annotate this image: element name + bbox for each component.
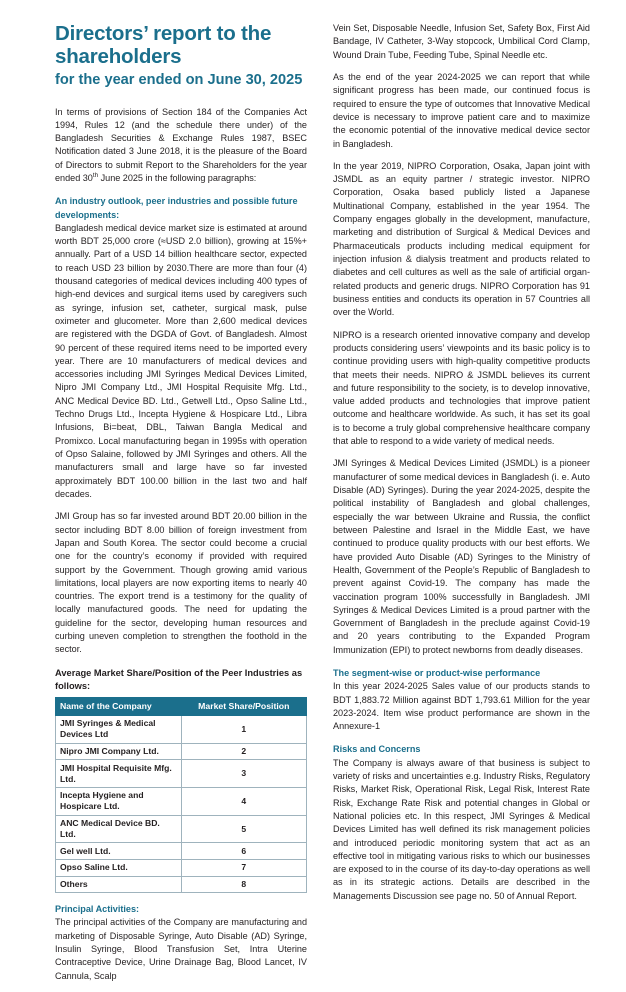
paragraph-year-end-report: As the end of the year 2024-2025 we can report that while significant progress has been made, our continued focus is required to ensure the type of outcomes that Innovative Medical device is necessary to improve patient care and to maximize the economic potential of the innovative medical device sector in Bangladesh.	[333, 71, 590, 149]
table-row	[56, 716, 307, 744]
cell-company-name: Gel well Ltd.	[56, 843, 182, 860]
right-column	[333, 22, 590, 912]
intro-text-part-2: June 2025 in the following paragraphs:	[98, 173, 257, 184]
cell-market-position: 6	[181, 843, 307, 860]
table-row	[56, 860, 307, 877]
paragraph-products-continued: Vein Set, Disposable Needle, Infusion Set, Safety Box, First Aid Bandage, IV Catheter, 3-Way stopcock, Umbilical Cord Clamp, Wound Drain Tube, Feeding Tube, Spinal Needle etc.	[333, 23, 590, 60]
paragraph-segment-performance: In this year 2024-2025 Sales value of our products stands to BDT 1,883.72 Million against BDT 1,793.61 Million for the year 2023-2024. Item wise product performance are shown in the Annexure-1	[333, 681, 590, 732]
table-caption: Average Market Share/Position of the Peer Industries as follows:	[55, 667, 303, 691]
cell-market-position: 3	[181, 760, 307, 788]
page-title	[55, 22, 307, 69]
paragraph-nipro-research: NIPRO is a research oriented innovative company and develop products considering users’ viewpoints and its basic policy is to continue providing users with high-quality competitive products that meets their needs. NIPRO & JSMDL believes its current and future responsibility to the society, is to develop innovative, value added products and technologies that improve patient outcome and healthcare worldwide. As such, it has set its goal is to become a truly global comprehensive healthcare company that able to respond to a wide variety of medical needs.	[333, 329, 590, 447]
heading-segment-performance: The segment-wise or product-wise performance	[333, 668, 541, 679]
paragraph-jsmdl-pioneer: JMI Syringes & Medical Devices Limited (JSMDL) is a pioneer manufacturer of some medical devices in Bangladesh (i. e. Auto Disable (AD) Syringes). During the year 2024-2025, despite the political instability of Bangladesh and global challenges, especially the war between Ukraine and Russia, the conflict between Palestine and Israel in the Middle East, we have continued to produce quality products with our best efforts. We have provided Auto Disable (AD) Syringes to the Ministry of Health, Government of the People’s Republic of Bangladesh to prevent against Covid-19. The company has made the vaccination program 100% successfully in Bangladesh. JMI Syringes & Medical Devices Limited is a proud partner with the Government of Bangladesh in the preclude against Covid-19 and 20 years contributing to the Expanded Program Immunization (EPI) to protect newborns from deadly diseases.	[333, 458, 590, 655]
ordinal-suffix: th	[92, 172, 99, 180]
column-header-company: Name of the Company	[56, 697, 182, 715]
cell-market-position: 7	[181, 860, 307, 877]
cell-market-position: 1	[181, 716, 307, 744]
paragraph-jmi-group-investment: JMI Group has so far invested around BDT 20.00 billion in the sector including BDT 8.00 billion of foreign investment from Japan and South Korea. The sector could become a crucial one for the country’s economy if provided with required support by the Government. Though growing amid various limitations, local players are now exporting items to nearly 40 countries. The export trend is a testimony for the quality of locally manufactured goods. The need for updating the guideline for the sector, developing human resources and curbing uneven completion to strengthen the foothold in the sector.	[55, 511, 307, 655]
intro-text-part-1: In terms of provisions of Section 184 of the Companies Act 1994, Rules 12 (and the schedule there under) of the Bangladesh Securities & Exchange Rules 1987, BSEC Notification dated 3 June 2018, it is the pleasure of the Board of Directors to submit Report to the Shareholders for the year ended 30	[55, 106, 307, 184]
heading-industry-outlook-line-2: developments:	[55, 209, 120, 220]
column-header-market-share: Market Share/Position	[181, 697, 307, 715]
paragraph-intro	[55, 106, 307, 186]
page-subtitle: for the year ended on June 30, 2025	[55, 71, 303, 88]
paragraph-nipro-joint-venture: In the year 2019, NIPRO Corporation, Osaka, Japan joint with JSMDL as an equity partner / strategic investor. NIPRO Corporation, Osaka based publicly listed a Japanese Multinational Company, established in the year 1954. The Company engages globally in the development, manufacture, marketing and distribution of Surgical & Medical Devices and Pharmaceuticals products including medical equipment for injection infusion & dialysis treatment and products related to diabetes and cell cultures as well as the sale of artificial organ-related products and generic drugs. NIPRO Corporation has 91 business entities and conducts its operation in 57 Countries all over the World.	[333, 160, 590, 318]
table-body	[56, 716, 307, 893]
peer-industries-table	[55, 697, 307, 893]
heading-industry-outlook	[55, 195, 307, 221]
paragraph-market-size: Bangladesh medical device market size is estimated at around worth BDT 25,000 crore (≈USD 2.0 billion), growing at 15%+ annually. Part of a USD 14 billion healthcare sector, expected to reach USD 23 billion by 2030.There are more than four (4) thousand categories of medical devices including 400 types of high-end devices and surgical items used by caregivers such as syringe, infusion set, catheter, surgical mask, pulse oximeter and glucometer. More than 2,600 medical devices are registered with the DGDA of Govt. of Bangladesh. Almost 90 percent of these required items need to be imported every year. There are 10 manufacturers of medical devices and accessories including JMI Syringes Medical Devices Limited, Nipro JMI Company Ltd., JMI Hospital Requisite Mfg. Ltd., ANC Medical Device BD. Ltd., Getwell Ltd., Opso Saline Ltd., Techno Drugs Ltd., Incepta Hygiene & Hospicare Ltd., Libra Infusions, Bi=beat, DBL, Taiwan Bangla Medical and Promixco. Local manufacturing began in 1995s with operation of Opso Salaine, followed by JMI Syringes and others. All the manufacturers small and large have so far invested approximately BDT 100.00 billion in the last two and half decades.	[55, 222, 307, 499]
page-title-line-1: Directors’ report to the	[55, 22, 272, 45]
table-row	[56, 815, 307, 843]
table-row	[56, 876, 307, 893]
cell-company-name: JMI Hospital Requisite Mfg. Ltd.	[56, 760, 182, 788]
cell-market-position: 4	[181, 788, 307, 816]
table-header-row	[56, 697, 307, 715]
table-row	[56, 843, 307, 860]
paragraph-principal-activities: The principal activities of the Company are manufacturing and marketing of Disposable Syringe, Auto Disable (AD) Syringe, Insulin Syringe, Blood Transfusion Set, Intra Uterine Contraceptive Device, Urine Drainage Bag, Blood Lancet, IV Cannula, Scalp	[55, 917, 307, 981]
cell-company-name: Incepta Hygiene and Hospicare Ltd.	[56, 788, 182, 816]
cell-market-position: 5	[181, 815, 307, 843]
paragraph-risks-concerns: The Company is always aware of that business is subject to variety of risks and uncertainties e.g. Industry Risks, Regulatory Risks, Market Risk, Operational Risk, Legal Risk, Interest Rate Risk, Exchange Rate Risk and potential changes in Global or National policies etc. In this respect, JMI Syringes & Medical Devices Limited has well defined its risk management policies and introduced periodic monitoring system that act as an effective tool in mitigating various risks to which our businesses are exposed to in the course of its day-to-day operations as well as in its strategic actions. Details are described in the Managements Discussion see page no. 50 of Annual Report.	[333, 757, 590, 901]
cell-company-name: Opso Saline Ltd.	[56, 860, 182, 877]
table-head	[56, 697, 307, 715]
cell-market-position: 8	[181, 876, 307, 893]
left-column	[55, 22, 307, 992]
table-row	[56, 788, 307, 816]
cell-company-name: Nipro JMI Company Ltd.	[56, 743, 182, 760]
page-title-line-2: shareholders	[55, 45, 182, 69]
cell-company-name: JMI Syringes & Medical Devices Ltd	[56, 716, 182, 744]
cell-company-name: ANC Medical Device BD. Ltd.	[56, 815, 182, 843]
heading-principal-activities: Principal Activities:	[55, 904, 140, 915]
cell-market-position: 2	[181, 743, 307, 760]
heading-risks-concerns: Risks and Concerns	[333, 744, 421, 755]
two-column-layout	[55, 22, 590, 992]
heading-industry-outlook-line-1: An industry outlook, peer industries and possible future	[55, 196, 298, 207]
table-row	[56, 760, 307, 788]
table-row	[56, 743, 307, 760]
cell-company-name: Others	[56, 876, 182, 893]
